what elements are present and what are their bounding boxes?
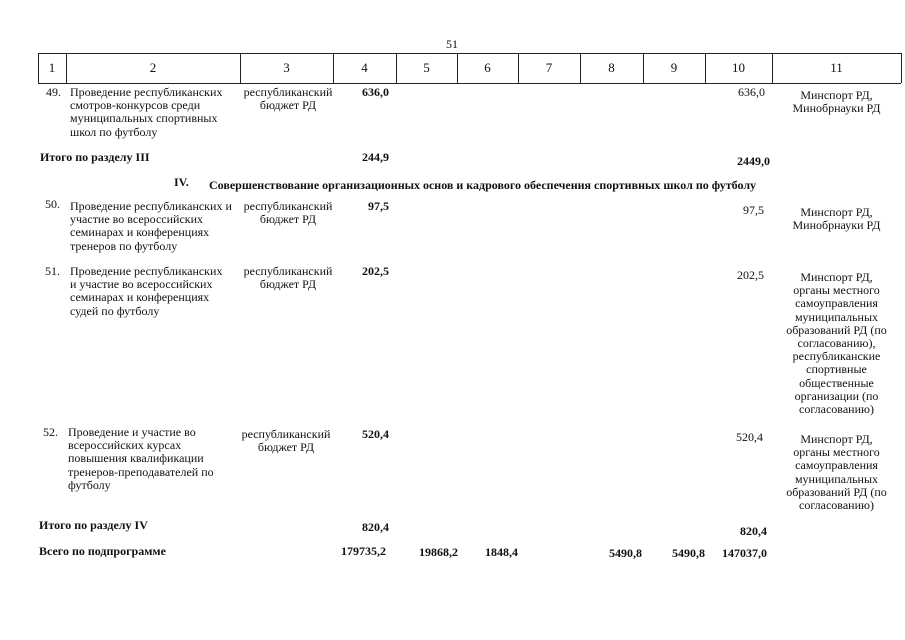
row-number: 49. bbox=[46, 85, 61, 99]
row-source: республиканский бюджет РД bbox=[243, 264, 333, 292]
header-col-1: 1 bbox=[48, 60, 56, 75]
row-source: республиканский бюджет РД bbox=[243, 85, 333, 113]
row-executor: Минспорт РД, органы местного самоуправления муниципальных образований РД (по согласованию), республиканские спортивные общественные организации (по согласованию) bbox=[786, 270, 887, 417]
grand-total-col10: 147037,0 bbox=[722, 546, 767, 560]
row-name: Проведение республиканских и участие во всероссийских семинарах и конференциях судей по футболу bbox=[70, 264, 223, 318]
total-value: 820,4 bbox=[362, 520, 389, 534]
row-col10: 520,4 bbox=[736, 430, 763, 444]
row-name: Проведение республиканских и участие во всероссийских семинарах и конференциях тренеров по футболу bbox=[70, 199, 232, 253]
total-col10: 820,4 bbox=[740, 524, 767, 538]
header-col-2: 2 bbox=[149, 60, 157, 75]
row-number: 50. bbox=[45, 197, 60, 211]
row-number: 52. bbox=[43, 425, 58, 439]
header-col-6: 6 bbox=[484, 60, 491, 75]
header-col-5: 5 bbox=[423, 60, 430, 75]
grand-total-col5: 19868,2 bbox=[419, 545, 458, 559]
header-col-7: 7 bbox=[545, 60, 553, 75]
header-col-4: 4 bbox=[361, 60, 368, 75]
grand-total-col9: 5490,8 bbox=[672, 546, 705, 560]
row-total: 97,5 bbox=[368, 199, 389, 213]
row-name: Проведение и участие во всероссийских курсах повышения квалификации тренеров-преподавателей по футболу bbox=[68, 425, 214, 492]
header-col-10: 10 bbox=[732, 60, 745, 75]
row-col10: 636,0 bbox=[738, 85, 765, 99]
section-number: IV. bbox=[174, 175, 189, 189]
row-col10: 202,5 bbox=[737, 268, 764, 282]
total-value: 244,9 bbox=[362, 150, 389, 164]
row-executor: Минспорт РД, Минобрнауки РД bbox=[792, 205, 881, 233]
header-col-11: 11 bbox=[830, 60, 843, 75]
row-executor: Минспорт РД, Минобрнауки РД bbox=[792, 88, 881, 116]
row-col10: 97,5 bbox=[743, 203, 764, 217]
header-col-8: 8 bbox=[608, 60, 615, 75]
total-col10: 2449,0 bbox=[737, 154, 770, 168]
header-col-3: 3 bbox=[283, 60, 290, 75]
grand-total-col8: 5490,8 bbox=[609, 546, 642, 560]
row-source: республиканский бюджет РД bbox=[241, 427, 331, 455]
row-name: Проведение республиканских смотров-конкурсов среди муниципальных спортивных школ по футболу bbox=[70, 85, 223, 139]
grand-total-label: Всего по подпрограмме bbox=[39, 544, 166, 558]
grand-total-col6: 1848,4 bbox=[485, 545, 518, 559]
header-col-9: 9 bbox=[670, 60, 678, 75]
total-label: Итого по разделу III bbox=[40, 150, 150, 164]
total-label: Итого по разделу IV bbox=[39, 518, 148, 532]
row-executor: Минспорт РД, органы местного самоуправления муниципальных образований РД (по согласованию) bbox=[786, 432, 887, 513]
page-number: 51 bbox=[446, 37, 458, 51]
row-total: 636,0 bbox=[362, 85, 389, 99]
row-number: 51. bbox=[45, 264, 60, 278]
row-total: 520,4 bbox=[362, 427, 389, 441]
section-title: Совершенствование организационных основ и кадрового обеспечения спортивных школ по футболу bbox=[209, 178, 757, 192]
grand-total-value: 179735,2 bbox=[341, 544, 386, 558]
row-source: республиканский бюджет РД bbox=[243, 199, 333, 227]
row-total: 202,5 bbox=[362, 264, 389, 278]
